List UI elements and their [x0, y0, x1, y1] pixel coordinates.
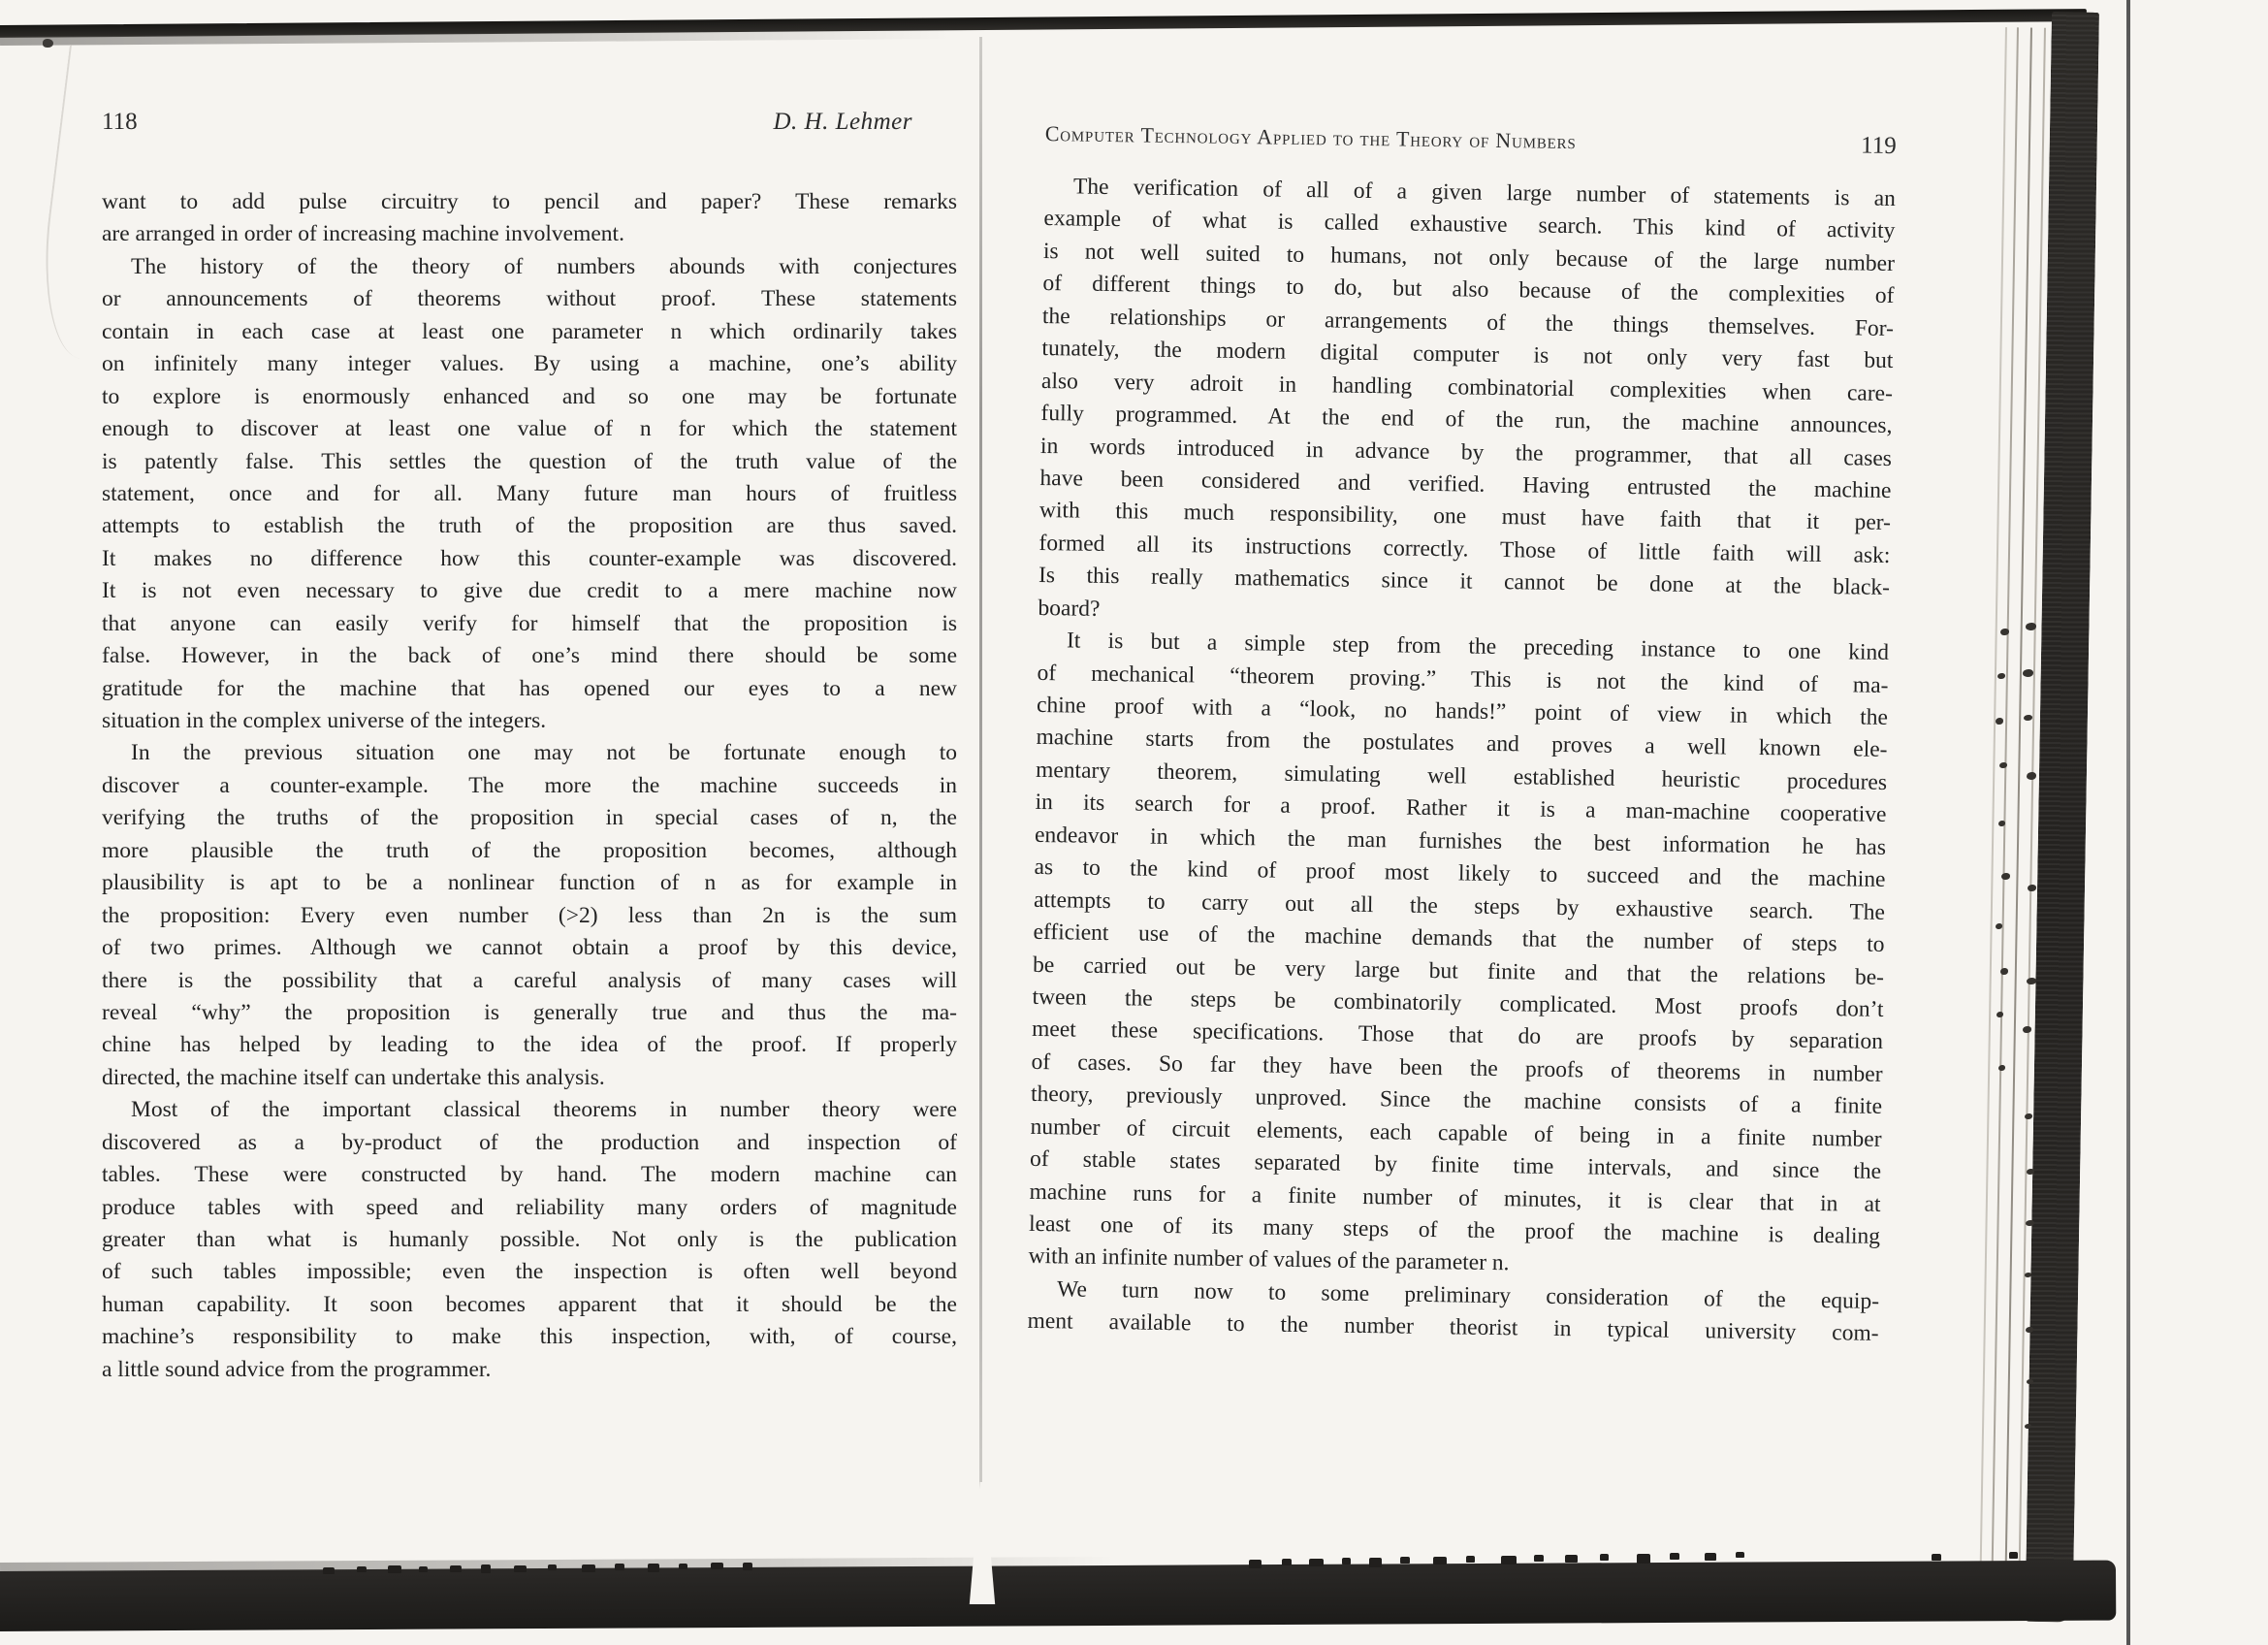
cut-off-text-remnant [1501, 1556, 1517, 1564]
text-line: greater than what is humanly possible. Not only is the publication [102, 1227, 957, 1252]
text-line: verifying the truths of the proposition in special cases of n, the [102, 805, 957, 831]
text-line: be carried out be very large but finite and that the relations be- [1032, 952, 1885, 990]
cut-off-text-remnant [1400, 1557, 1410, 1564]
page-119 [1027, 120, 1897, 1351]
cut-off-text-remnant [388, 1565, 401, 1573]
cut-off-text-remnant [1637, 1554, 1650, 1564]
text-line: of two primes. Although we cannot obtain a proof by this device, [102, 935, 957, 961]
text-line: Most of the important classical theorems in number theory were [131, 1097, 957, 1123]
text-line: a little sound advice from the programmer. [102, 1356, 492, 1382]
text-line: there is the possibility that a careful analysis of many cases will [102, 967, 957, 993]
text-line: situation in the complex universe of the integers. [102, 708, 547, 733]
text-line: theory, previously unproved. Since the machine consists of a finite [1030, 1081, 1883, 1120]
text-line: chine has helped by leading to the idea of the proof. If properly [102, 1032, 957, 1058]
ink-smudge [2025, 1424, 2031, 1429]
cut-off-text-remnant [1670, 1553, 1679, 1560]
ink-smudge [1996, 1012, 2003, 1017]
ink-smudge [2027, 1169, 2034, 1175]
cut-off-text-remnant [1309, 1559, 1324, 1566]
cut-off-text-remnant [582, 1564, 595, 1572]
ink-smudge [2027, 1379, 2033, 1384]
text-line: machine’s responsibility to make this inspection, with, of course, [102, 1324, 957, 1350]
cut-off-text-remnant [648, 1564, 659, 1572]
text-line: discovered as a by-product of the production and inspection of [102, 1129, 957, 1155]
text-line: produce tables with speed and reliability many orders of magnitude [102, 1194, 957, 1220]
text-line: is not well suited to humans, not only because of the large number [1042, 238, 1896, 276]
book-bottom-edge [0, 1561, 2116, 1631]
text-line: also very adroit in handling combinatorial complexities when care- [1040, 368, 1894, 406]
cut-off-text-remnant [743, 1563, 752, 1570]
ink-smudge [2028, 885, 2036, 891]
text-line: machine starts from the postulates and proves a well known ele- [1036, 725, 1888, 763]
text-line: human capability. It soon becomes apparent that it should be the [102, 1291, 957, 1317]
cut-off-text-remnant [1705, 1553, 1716, 1561]
text-line: The verification of all of a given large number of statements is an [1072, 174, 1897, 212]
text-line: more plausible the truth of the proposition becomes, although [102, 837, 957, 863]
text-line: plausibility is apt to be a nonlinear function of n as for example in [102, 870, 957, 896]
cut-off-text-remnant [1932, 1554, 1941, 1561]
text-line: with an infinite number of values of the parameter n. [1028, 1243, 1510, 1276]
text-line: as to the kind of proof most likely to succeed and the machine [1034, 855, 1886, 893]
ink-smudge [2026, 1220, 2034, 1226]
running-head-author: D. H. Lehmer [773, 109, 912, 135]
ink-smudge [2025, 1113, 2032, 1119]
text-line: ment available to the number theorist in typical university com- [1027, 1308, 1879, 1347]
spine-notch [968, 1482, 997, 1604]
text-line: in its search for a proof. Rather it is a man-machine cooperative [1035, 790, 1887, 828]
ink-smudge [2027, 978, 2036, 984]
cut-off-text-remnant [615, 1564, 624, 1570]
text-line: of such tables impossible; even the inspection is often well beyond [102, 1259, 957, 1285]
text-line: efficient use of the machine demands that the number of steps to [1033, 919, 1885, 957]
text-line: want to add pulse circuitry to pencil and paper? These remarks [102, 189, 957, 214]
cut-off-text-remnant [419, 1566, 428, 1572]
text-line: board? [1038, 595, 1101, 622]
ink-smudge [1998, 821, 2005, 826]
text-line: of different things to do, but also because of the complexities of [1042, 271, 1895, 309]
ink-smudge [2001, 873, 2010, 880]
page-number-right: 119 [1860, 132, 1897, 160]
text-line: in words introduced in advance by the programmer, that all cases [1039, 433, 1893, 471]
text-line: gratitude for the machine that has opened our eyes to a new [102, 675, 957, 701]
text-line: mentary theorem, simulating well established heuristic procedures [1035, 757, 1888, 795]
cut-off-text-remnant [1466, 1556, 1475, 1563]
text-line: chine proof with a “look, no hands!” point of view in which the [1036, 692, 1889, 730]
text-line: endeavor in which the man furnishes the best information he has [1034, 822, 1887, 860]
ink-smudge [2000, 629, 2009, 635]
ink-smudge [1996, 923, 2002, 929]
text-line: tables. These were constructed by hand. The modern machine can [102, 1162, 957, 1188]
text-line: tunately, the modern digital computer is not only very fast but [1041, 336, 1894, 374]
cut-off-text-remnant [548, 1564, 557, 1570]
text-line: It makes no difference how this counter-example was discovered. [102, 545, 957, 571]
ink-smudge [1999, 762, 2007, 768]
text-line: have been considered and verified. Having entrusted the machine [1039, 465, 1892, 503]
page-edge-line [1992, 27, 2019, 1562]
text-line: number of circuit elements, each capable of being in a finite number [1030, 1113, 1882, 1152]
cut-off-text-remnant [1534, 1555, 1544, 1562]
text-line: to explore is enormously enhanced and so one may be fortunate [102, 383, 957, 409]
text-line: or announcements of theorems without proof. These statements [102, 286, 957, 312]
cut-off-text-remnant [1342, 1558, 1351, 1564]
page-118 [102, 109, 957, 1386]
cut-off-text-remnant [1433, 1557, 1447, 1564]
text-line: is patently false. This settles the question of the truth value of the [102, 448, 957, 474]
text-line: It is not even necessary to give due credit to a mere machine now [102, 578, 957, 604]
text-line: the relationships or arrangements of the things themselves. For- [1041, 303, 1895, 341]
book-top-edge [0, 9, 2087, 38]
text-line: meet these specifications. Those that do are proofs by separation [1031, 1016, 1884, 1055]
page-118-header [102, 109, 957, 136]
page-number-left: 118 [102, 109, 138, 135]
text-line: example of what is called exhaustive search. This kind of activity [1043, 206, 1896, 244]
ink-smudge [1997, 673, 2005, 679]
text-line: least one of its many steps of the proof the machine is dealing [1028, 1210, 1881, 1249]
text-line: It is but a simple step from the preceding instance to one kind [1066, 628, 1890, 666]
cut-off-text-remnant [1282, 1559, 1292, 1565]
text-line: contain in each case at least one parameter n which ordinarily takes [102, 318, 957, 344]
text-line: discover a counter-example. The more the machine succeeds in [102, 772, 957, 798]
scanner-paper-edge [2126, 0, 2130, 1645]
running-head-title: Computer Technology Applied to the Theory of Numbers [1044, 120, 1577, 154]
ink-smudge [2024, 715, 2032, 721]
cut-off-text-remnant [1369, 1558, 1382, 1567]
text-line: reveal “why” the proposition is generally true and thus the ma- [102, 999, 957, 1025]
text-line: with this much responsibility, one must have faith that it per- [1038, 498, 1892, 536]
text-line: formed all its instructions correctly. Those of little faith will ask: [1038, 530, 1891, 568]
cut-off-text-remnant [514, 1565, 527, 1572]
text-line: tween the steps be combinatorily complicated. Most proofs don’t [1032, 984, 1884, 1022]
cut-off-text-remnant [1249, 1560, 1262, 1568]
text-line: Is this really mathematics since it cannot be done at the black- [1038, 563, 1891, 601]
scan-speck [43, 39, 53, 48]
cut-off-text-remnant [1565, 1555, 1578, 1563]
ink-smudge [2027, 772, 2036, 780]
text-line: attempts to establish the truth of the proposition are thus saved. [102, 513, 957, 539]
text-line: statement, once and for all. Many future man hours of fruitless [102, 480, 957, 506]
text-line: directed, the machine itself can undertake this analysis. [102, 1064, 605, 1090]
page-118-text [102, 186, 957, 1386]
cut-off-text-remnant [481, 1564, 491, 1573]
text-line: machine runs for a finite number of minutes, it is clear that in at [1029, 1178, 1881, 1217]
text-line: In the previous situation one may not be fortunate enough to [131, 740, 957, 766]
text-line: The history of the theory of numbers abounds with conjectures [131, 253, 957, 279]
text-line: fully programmed. At the end of the run, the machine announces, [1040, 401, 1893, 439]
page-edge-line [1980, 27, 2007, 1562]
cut-off-text-remnant [450, 1565, 462, 1572]
text-line: of stable states separated by finite time intervals, and since the [1029, 1146, 1882, 1185]
cut-off-text-remnant [679, 1564, 687, 1569]
ink-smudge [2025, 1273, 2031, 1277]
text-line: on infinitely many integer values. By using a machine, one’s ability [102, 351, 957, 377]
text-line: We turn now to some preliminary consideration of the equip- [1056, 1276, 1880, 1314]
cut-off-text-remnant [2009, 1552, 2018, 1559]
text-line: of cases. So far they have been the proofs of theorems in number [1031, 1048, 1883, 1087]
page-119-header [1045, 120, 1897, 160]
ink-smudge [2000, 968, 2008, 975]
cut-off-text-remnant [357, 1566, 367, 1572]
ink-smudge [2026, 623, 2036, 630]
cut-off-text-remnant [323, 1567, 335, 1574]
ink-smudge [1996, 718, 2003, 725]
ink-smudge [2023, 1026, 2031, 1033]
text-line: false. However, in the back of one’s mind there should be some [102, 643, 957, 669]
cut-off-text-remnant [1736, 1552, 1744, 1558]
cut-off-text-remnant [711, 1563, 723, 1569]
cut-off-text-remnant [1600, 1554, 1609, 1561]
page-gutter-fold [979, 37, 982, 1529]
text-line: enough to discover at least one value of n for which the statement [102, 416, 957, 442]
text-line: attempts to carry out all the steps by exhaustive search. The [1033, 887, 1886, 925]
text-line: are arranged in order of increasing machine involvement. [102, 221, 624, 247]
text-line: the proposition: Every even number (>2) less than 2n is the sum [102, 902, 957, 928]
page-119-text [1027, 171, 1896, 1351]
text-line: that anyone can easily verify for himself that the proposition is [102, 610, 957, 636]
text-line: of mechanical “theorem proving.” This is not the kind of ma- [1037, 660, 1889, 698]
ink-smudge [1998, 1065, 2005, 1071]
ink-smudge [2023, 669, 2033, 677]
ink-smudge [2026, 1327, 2033, 1333]
